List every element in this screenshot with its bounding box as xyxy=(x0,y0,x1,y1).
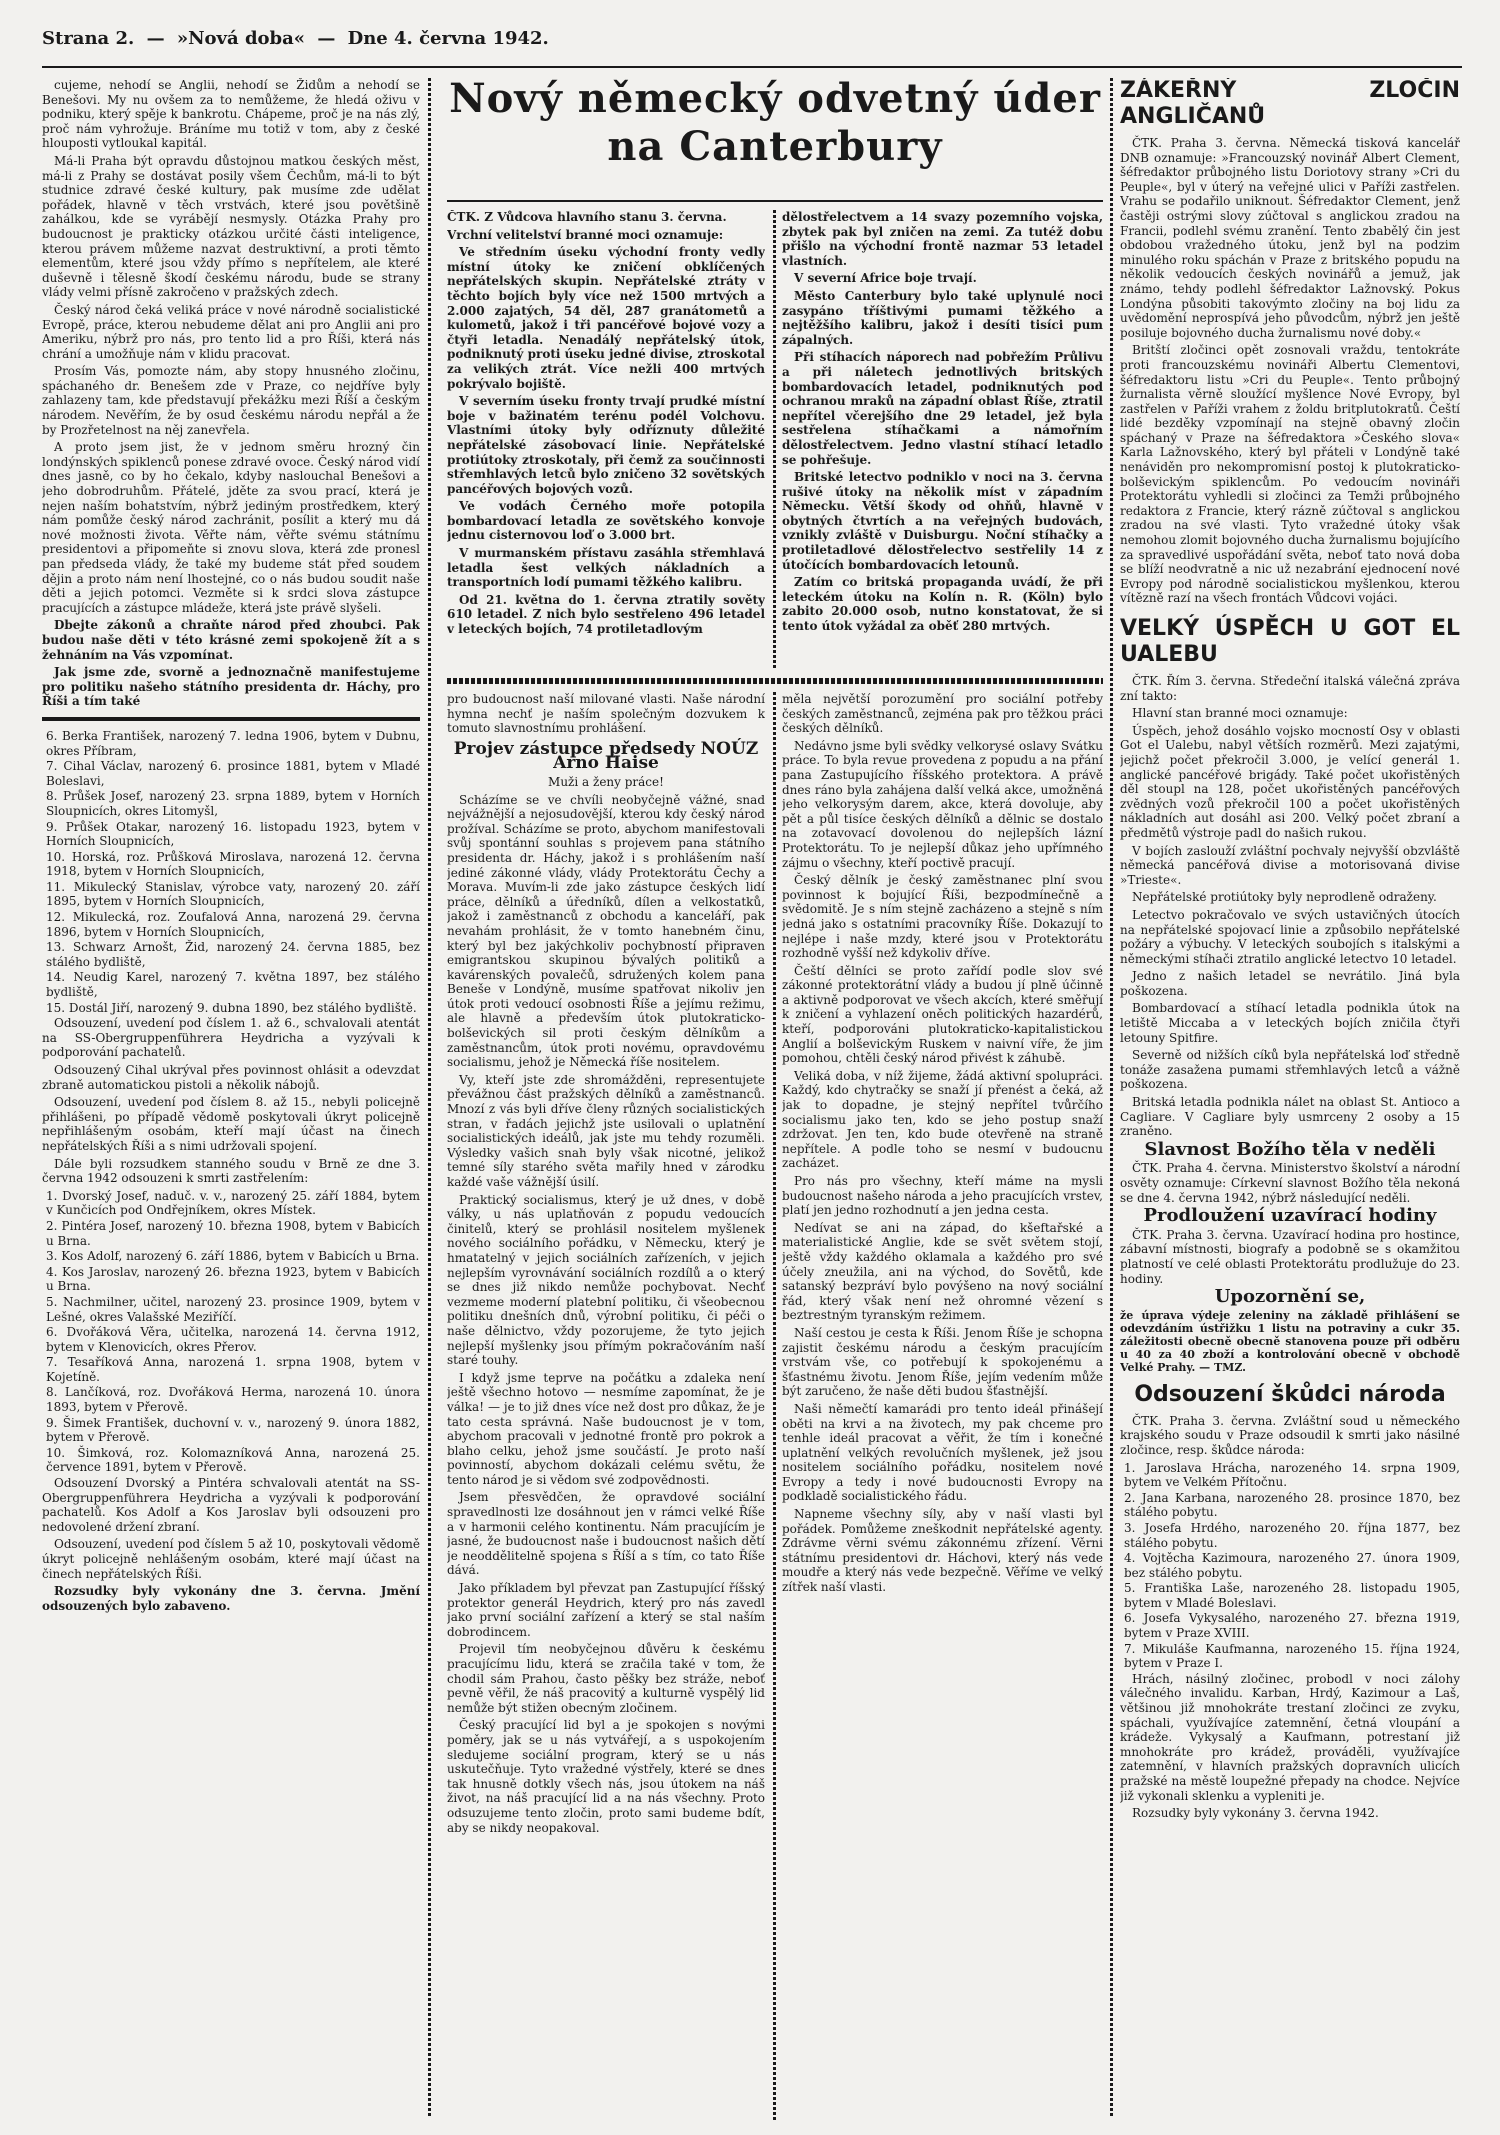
dateline: ČTK. Z Vůdcova hlavního stanu 3. června. xyxy=(447,210,727,224)
paragraph: pro budoucnost naší milované vlasti. Naše národní hymna nechť je naším společným dozvukem k tomuto slavnostnímu prohlášení. xyxy=(447,692,765,736)
paragraph: že úprava výdeje zeleniny na základě přihlášení se odevzdáním ústřižku 1 listu na potraviny a cukr 35. záležitosti obecně obecně stanovena pouze při odběru u 40 za 40 zboží a kontrolování obecně v obchodě Velké Prahy. — TMZ. xyxy=(1120,1308,1460,1374)
headline-rule xyxy=(447,200,1103,202)
column-b xyxy=(782,210,1103,670)
paragraph: A proto jsem jist, že v jednom směru hrozný čin londýnských spiklenců ponese zdravé ovoce. Český národ vidí dnes jasně, co by ho čekalo, kdyby naslouchal Benešovi a jeho dobrodruhům. Přátelé, jděte za svou prací, která je nejen naším bohatstvím, nýbrž jediným prostředkem, který nám pomůže český národ zachránit, posílit a který mu dá nové možnosti života. Věřte nám, věřte svému státnímu presidentovi a připomeňte si znovu slova, která zde pronesl pan předseda vlády, že také my budeme stát před soudem dějin a proto nám není lhostejné, co o nás budou soudit naše děti a jejich potomci. Vezměte si k srdci slova zástupce pracujících a zástupce mládeže, která jste právě slyšeli. xyxy=(42,440,420,615)
paragraph: Britští zločinci opět zosnovali vraždu, tentokráte proti francouzskému novináři Albertu Clementovi, šéfredaktoru listu »Cri du Peuple«. Tento průbojný žurnalista věrně sloužící myšlence Nové Evropy, byl zastřelen v Paříži vrahem z žoldu britplutokratů. Čeští lidé bezděky vzpomínají na stejně obavný zločin spáchaný v Praze na šéfredaktora »Českého slova« Karla Lažnovského, který byl přáteli v Londýně také nenáviděn pro nekompromisní postoj k plutokraticko-bolševickým spiklencům. Po vedoucím novináři Protektorátu vyhledli si zločinci za Temži průbojného redaktora z Francie, který rázně zúčtoval s anglickou zradou na své vlasti. Tyto vražedné útoky však nemohou zlomit bojovného ducha žurnalismu bojujícího za spravedlivé uspořádání světa, neboť tato nová doba se blíží neodvratně a nic už nezabrání ejednocení nové Evropy pod národně socialistickou myšlenkou, kterou vítězně razí na všech frontách Vůdcovi vojáci. xyxy=(1120,343,1460,606)
column-1 xyxy=(42,78,420,2118)
column-divider xyxy=(428,78,431,2118)
paragraph: Pro nás pro všechny, kteří máme na mysli budoucnost našeho národa a jeho pracujících vrstev, platí jen jedno rozhodnutí a jen jedna cesta. xyxy=(782,1174,1103,1218)
paragraph: Rozsudky byly vykonány dne 3. června. Jmění odsouzených bylo zabaveno. xyxy=(42,1584,420,1613)
paragraph: Má-li Praha být opravdu důstojnou matkou českých měst, má-li z Prahy se dostávat posily všem Čechům, má-li to být studnice zdravé české kultury, pak musíme zde udělat pořádek, hlavně v těch vrstvách, které jsou povětšině zahálkou, kde se vyrábějí nesmysly. Otázka Prahy pro budoucnost je prakticky otázkou určité části inteligence, kterou právem můžeme nazvat destruktivní, a proti těmto elementům, které jsou vždy přímo s nepřítelem, ale které duševně i tělesně škodí českému národu, bude se strany vlády velmi přísně zakročeno v pražských zdech. xyxy=(42,153,420,300)
headline-line-2: na Canterbury xyxy=(607,123,943,170)
list-item: 10. Horská, roz. Průšková Miroslava, narozená 12. června 1918, bytem v Horních Sloupnicích, xyxy=(46,849,420,879)
paragraph: V severní Africe boje trvají. xyxy=(794,271,977,286)
paragraph: Jsem přesvědčen, že opravdové sociální spravedlnosti lze dosáhnout jen v rámci velké Říše a v harmonii celého kontinentu. Nám pracujícím je jasné, že budoucnost naše i budoucnost našich dětí je neoddělitelně spojena s Říší a s tím, co tato Říše dává. xyxy=(447,1490,765,1578)
header-separator: — xyxy=(317,28,336,49)
paragraph: Čeští dělníci se proto zařídí podle slov své zákonné protektorátní vlády a budou jí plně účinně a aktivně podporovat ve všech akcích, které směřují k zničení a vyhlazení oněch politických hazardérů, kteří, podporováni plutokraticko-kapitalistickou Anglií a bolševickým Ruskem v naivní víře, že jim pomohou, chtěli český národ přivést k záhubě. xyxy=(782,963,1103,1066)
article-title: Prodloužení uzavírací hodiny xyxy=(1143,1205,1437,1227)
convicted-list xyxy=(42,729,420,1015)
paragraph: Odsouzení Dvorský a Pintéra schvalovali atentát na SS-Obergruppenführera Heydricha a vyzývali k podporování pachatelů. Kos Adolf a Kos Jaroslav byli odsouzeni pro nedovolené držení zbraní. xyxy=(42,1476,420,1534)
paragraph: Odsouzení, uvedení pod číslem 1. až 6., schvalovali atentát na SS-Obergruppenführera Heydricha a vyzývali k podporování pachatelů. xyxy=(42,1016,420,1060)
paragraph: Jedno z našich letadel se nevrátilo. Jiná byla poškozena. xyxy=(1120,969,1460,998)
list-item: 11. Mikulecký Stanislav, výrobce vaty, narozený 20. září 1895, bytem v Horních Sloupnicích, xyxy=(46,879,420,909)
paragraph: V severním úseku fronty trvají prudké místní boje v bažinatém terénu podél Volchovu. Vlastními útoky byly odříznuty důležité nepřátelské zásobovací linie. Nepřátelské protiútoky ztroskotaly, při čemž za součinnosti střemhlavých letců bylo zničeno 32 sovětských pancéřových bojových vozů. xyxy=(447,394,765,496)
paragraph: ČTK. Praha 3. června. Zvláštní soud u německého krajského soudu v Praze odsoudil k smrti jako násilné zločince, resp. škůdce národa: xyxy=(1120,1413,1460,1457)
newspaper-name: »Nová doba« xyxy=(176,28,306,49)
main-headline xyxy=(447,75,1103,195)
list-item: 1. Jaroslava Hrácha, narozeného 14. srpna 1909, bytem ve Velkém Přítočnu. xyxy=(1124,1460,1460,1490)
paragraph: ČTK. Praha 4. června. Ministerstvo školství a národní osvěty oznamuje: Církevní slavnost Božího těla nekoná se dne 4. června 1942, nýbrž následující neděli. xyxy=(1120,1161,1460,1205)
paragraph: cujeme, nehodí se Anglii, nehodí se Židům a nehodí se Benešovi. My nu ovšem za to nemůžeme, že hledá oživu v podniku, který spěje k bankrotu. Chápeme, proč je na nás zlý, proč nám vyhrožuje. Bráníme mu totiž v tom, aby z české hlouposti vytloukal kapitál. xyxy=(42,78,420,151)
paragraph: dělostřelectvem a 14 svazy pozemního vojska, zbytek pak byl zničen na zemi. Za tutéž dobu přišlo na východní frontě nazmar 53 letadel vlastních. xyxy=(782,210,1103,268)
list-item: 9. Šimek František, duchovní v. v., narozený 9. února 1882, bytem v Přerově. xyxy=(46,1415,420,1445)
list-item: 4. Kos Jaroslav, narozený 26. března 1923, bytem v Babicích u Brna. xyxy=(46,1264,420,1294)
paragraph: Město Canterbury bylo také uplynulé noci zasypáno tříštivými pumami těžkého a nejtěžšího kalibru, jakož i desíti tisíci pum zápalných. xyxy=(782,288,1103,347)
paragraph: V bojích zaslouží zvláštní pochvaly nejvyšší obzvláště německá pancéřová divise a motorisovaná divise »Trieste«. xyxy=(1120,843,1460,887)
list-item: 2. Pintéra Josef, narozený 10. března 1908, bytem v Babicích u Brna. xyxy=(46,1218,420,1248)
article-title: ZÁKEŘNÝ ZLOČIN ANGLIČANŮ xyxy=(1120,78,1460,129)
paragraph: Dbejte zákonů a chraňte národ před zhoubci. Pak budou naše děti v této krásné zemi spokojeně žít a s žehnáním na Vás vzpomínat. xyxy=(42,618,420,662)
column-divider xyxy=(1110,78,1113,2118)
column-c xyxy=(447,692,765,2120)
list-item: 9. Průšek Otakar, narozený 16. listopadu 1923, bytem v Horních Sloupnicích, xyxy=(46,819,420,849)
paragraph: Nedívat se ani na západ, do kšeftařské a materialistické Anglie, kde se svět světem stojí, ještě vždy každého oklamala a každého pro své účely zneužila, ani na východ, do Sovětů, kde satanský bezpráví bylo povýšeno na nový sociální řád, který však není než ohromné vězení s beztrestným tyranským režimem. xyxy=(782,1220,1103,1323)
paragraph: Scházíme se ve chvíli neobyčejně vážné, snad nejvážnější a nejosudovější, kterou kdy český národ prožíval. Scházíme se proto, abychom manifestovali svůj spontánní souhlas s projevem pana státního presidenta dr. Háchy, jakož i s prohlášením naší jediné zákonné vlády, vlády Protektorátu Čechy a Morava. Muvím-li zde jako zástupce českých lidí práce, dělníků a úředníků, dílen a velkostatků, jakož i zaměstnanců z obchodu a kanceláří, pak nevahám prohlásit, že v tomto hanebném činu, který byl bez jakýchkoliv pochybností připraven emigrantskou skupinou bývalých politiků a kavárenských povalečů, sdružených kolem pana Beneše v Londýně, musíme spatřovat nikoliv jen útok proti vedoucí osobnosti Říše a jejímu režimu, ale hlavně a především útok plutokraticko-bolševických sil proti českým dělníkům a zaměstnancům, útok proti novému, opravdovému socialismu, jehož je Německá říše nositelem. xyxy=(447,792,765,1070)
column-d xyxy=(782,692,1103,2120)
list-item: 5. Nachmilner, učitel, narozený 23. prosince 1909, bytem v Lešné, okres Valašské Meziříčí. xyxy=(46,1294,420,1324)
column-a xyxy=(447,210,765,670)
page-header xyxy=(42,28,1462,62)
paragraph: Odsouzení, uvedení pod číslem 8. až 15., nebyli policejně přihlášeni, po případě vědomě poskytovali úkryt policejně nepřihlášeným osobám, kteří mají účast na činech nepřátelských Říši a s nimi udržovali spojení. xyxy=(42,1095,420,1153)
header-rule xyxy=(42,66,1462,68)
header-separator: — xyxy=(146,28,165,49)
paragraph: Veliká doba, v níž žijeme, žádá aktivní spolupráci. Každý, kdo chytračky se snaží jí přenést a čeká, až jak to dopadne, je stejný nepřítel tvůrčího socialismu jako ten, kdo se jeho postup snaží zdržovat. Jen ten, kdo bude otevřeně na straně nepřítele. A podle toho se nesmí v budoucnu zacházet. xyxy=(782,1068,1103,1171)
list-item: 8. Průšek Josef, narozený 23. srpna 1889, bytem v Horních Sloupnicích, okres Litomyšl, xyxy=(46,789,420,818)
paragraph: Dále byli rozsudkem stanného soudu v Brně ze dne 3. června 1942 odsouzeni k smrti zastřelením: xyxy=(42,1156,420,1186)
list-item: 3. Kos Adolf, narozený 6. září 1886, bytem v Babicích u Brna. xyxy=(46,1249,420,1264)
paragraph: Úspěch, jehož dosáhlo vojsko mocností Osy v oblasti Got el Ualebu, nabyl větších rozměrů. Mezi zajatými, jejichž počet překročil 3.000, je velící generál 1. anglické pancéřové brigády. Také počet ukořistěných děl stoupl na 128, počet ukořistěných pancéřových zvědných vozů překročil 100 a počet ukořistěných nákladních aut dosáhl asi 200. Velký počet zbraní a předmětů výstroje padl do našich rukou. xyxy=(1120,723,1460,840)
list-item: 3. Josefa Hrdého, narozeného 20. října 1877, bez stálého pobytu. xyxy=(1124,1520,1460,1550)
list-item: 6. Berka František, narozený 7. ledna 1906, bytem v Dubnu, okres Příbram, xyxy=(46,728,420,758)
paragraph: Britská letadla podnikla nálet na oblast St. Antioco a Cagliare. V Cagliare byly usmrceny 2 osoby a 15 zraněno. xyxy=(1120,1095,1460,1139)
paragraph: Projevil tím neobyčejnou důvěru k českému pracujícímu lidu, která se zračila také v tom, že chodil sám Prahou, často pěšky bez stráže, neboť pevně věřil, že náš pracovitý a kulturně vyspělý lid nemůže být stižen obecným zločinem. xyxy=(447,1642,765,1715)
convicted-list-prague xyxy=(1120,1461,1460,1671)
paragraph: Britské letectvo podniklo v noci na 3. června rušivé útoky na několik míst v západním Německu. Větší škody od ohňů, hlavně v obytných čtvrtích a na veřejných budovách, vznikly zvláště v Duisburgu. Noční stíhačky a protiletadlové dělostřelectvo sestřelily 14 z útočících bombardovacích letounů. xyxy=(782,470,1103,572)
paragraph: Zatím co britská propaganda uvádí, že při leteckém útoku na Kolín n. R. (Köln) bylo zabito 20.000 osob, nutno konstatovat, že si tento útok vyžádal za oběť 280 mrtvých. xyxy=(782,575,1103,634)
paragraph: I když jsme teprve na počátku a zdaleka není ještě všechno hotovo — nesmíme zapomínat, že je válka! — je to již dnes více než dost pro důkaz, že je tato cesta správná. Naše budoucnost je v tom, abychom pracovali v jednotné frontě pro pokrok a blaho celku, jehož jsme součástí. Je proto naší povinností, abychom dokázali celému světu, že tento národ je si vědom své zodpovědnosti. xyxy=(447,1370,765,1487)
issue-date: Dne 4. června 1942. xyxy=(347,28,549,49)
paragraph: Nedávno jsme byli svědky velkorysé oslavy Svátku práce. To byla revue provedena z popudu a na přání pana Zastupujícího říšského protektora. A právě dnes ráno byla zahájena další velká akce, umožněná jeho velkorysým darem, akce, která dovoluje, aby pět a půl tisíce českých dělníků a dělnic se dostalo na zotavovací dovolenou do nejlepších lázní Protektorátu. To je nejlepší důkaz jeho upřímného zájmu o všechny, kteří poctivě pracují. xyxy=(782,738,1103,870)
list-item: 13. Schwarz Arnošt, Žid, narozený 24. června 1885, bez stálého bydliště, xyxy=(46,940,420,969)
paragraph: Letectvo pokračovalo ve svých ustavičných útocích na nepřátelské spojovací linie a způsobilo nepřátelské požáry a výbuchy. V leteckých soubojích s italskými a německými stíhači ztratilo anglické letectvo 10 letadel. xyxy=(1120,907,1460,966)
article-title: Upozornění se, xyxy=(1214,1286,1366,1308)
paragraph: Při stíhacích náporech nad pobřežím Průlivu a při náletech jednotlivých britských bombardovacích letadel, podniknutých pod ochranou mraků na západní oblast Říše, ztratil nepřítel včerejšího dne 29 letadel, jež byla sestřelena stíhačkami a námořním dělostřelectvem. Jedno vlastní stíhací letadlo se pohřešuje. xyxy=(782,350,1103,467)
list-item: 7. Tesaříková Anna, narozená 1. srpna 1908, bytem v Kojetíně. xyxy=(46,1355,420,1384)
paragraph: ČTK. Praha 3. června. Uzavírací hodina pro hostince, zábavní místnosti, biografy a podobně se s okamžitou platností ve celé oblasti Protektorátu prodlužuje do 23. hodiny. xyxy=(1120,1227,1460,1286)
article-title: Slavnost Božího těla v neděli xyxy=(1144,1138,1436,1160)
paragraph: Severně od nižších cíků byla nepřátelská loď středně tonáže zasažena pumami střemhlavých letců a vážně poškozena. xyxy=(1120,1048,1460,1092)
paragraph: Hrách, násilný zločinec, probodl v noci zálohy válečného invalidu. Karban, Hrdý, Kazimour a Laš, většinou již mnohokráte trestaní zločinci ze zvyku, spáchali, využívajíce zatemnění, četná vloupání a krádeže. Vykysalý a Kaufmann, potrestaní již mnohokráte pro krádež, prováděli, využívajíce zatemnění, v hlavních pražských dopravních ulicích pražské na městě loupežné přepady na chodce. Nejvíce již vykonali sklenku a vypleniti je. xyxy=(1120,1671,1460,1803)
article-title: Odsouzení škůdci národa xyxy=(1134,1381,1446,1407)
page-number: Strana 2. xyxy=(42,28,135,49)
list-item: 7. Mikuláše Kaufmanna, narozeného 15. října 1924, bytem v Praze I. xyxy=(1124,1641,1460,1671)
list-item: 5. Františka Laše, narozeného 28. listopadu 1905, bytem v Mladé Boleslavi. xyxy=(1124,1581,1460,1610)
column-divider xyxy=(773,692,776,2120)
section-rule xyxy=(447,678,1103,684)
paragraph: Hlavní stan branné moci oznamuje: xyxy=(1132,706,1348,721)
article-subtitle: Muži a ženy práce! xyxy=(548,774,664,789)
section-rule xyxy=(42,717,420,721)
paragraph: Vy, kteří jste zde shromážděni, representujete převážnou část pražských dělníků a zaměstnanců. Mnozí z vás byli dříve členy různých socialistických stran, v řadách jejichž jste usilovali o uplatnění socialistických ideálů, jak jste mu tehdy rozuměli. Výsledky vašich snah byly však nicotné, jelikož temné síly starého světa mařily hned v zárodku každé vaše vážnější úsilí. xyxy=(447,1072,765,1189)
paragraph: Bombardovací a stíhací letadla podnikla útok na letiště Miccaba a v leteckých bojích zničila čtyři letouny Spitfire. xyxy=(1120,1001,1460,1045)
list-item: 1. Dvorský Josef, naduč. v. v., narozený 25. září 1884, bytem v Kunčicích pod Ondřejníkem, okres Místek. xyxy=(46,1188,420,1218)
paragraph: Naši němečtí kamarádi pro tento ideál přinášejí oběti na krvi a na životech, my pak chceme pro tenhle ideál pracovat a věřit, že tím i konečné uplatnění velkých revolučních myšlenek, jež jsou nositelem sociálního pořádku, nositelem nové Evropy a tedy i nové budoucnosti Evropy na podkladě socialistického řádu. xyxy=(782,1401,1103,1504)
paragraph: ČTK. Praha 3. června. Německá tisková kancelář DNB oznamuje: »Francouzský novinář Albert Clement, šéfredaktor průbojného listu Doriotovy strany »Cri du Peuple«, byl v úterý na veřejné ulici v Paříži zastřelen. Vrahu se podařilo uniknout. Šéfredaktor Clement, jenž častěji ostrými slovy zúčtoval s anglickou zradou na Francii, podlehl svému zranění. Tento zbabělý čin jest obdobou vražedného útoku, jenž byl na podzim minulého roku spáchán v Praze z britského popudu na několik vedoucích českých novinářů a jemuž, jak známo, tehdy podlehl šéfredaktor Lažnovský. Pokus Londýna působiti takovýmto zločiny na boj lidu za uvědomění neprospívá jeho původcům, nýbrž jen ještě posiluje bojovného ducha žurnalismu nové doby.« xyxy=(1120,136,1460,340)
article-title: Projev zástupce předsedy NOÚZ Arno Haise xyxy=(453,738,759,774)
paragraph: Prosím Vás, pomozte nám, aby stopy hnusného zločinu, spáchaného dr. Benešem zde v Praze, co nejdříve byly zahlazeny tam, kde představují překážku mezi Říší a českým národem. Nevěřím, že by osud českému národu nepřál a že by Prozřetelnost na něj zanevřela. xyxy=(42,364,420,437)
list-item: 10. Šimková, roz. Kolomazníková Anna, narozená 25. července 1891, bytem v Přerově. xyxy=(46,1445,420,1475)
paragraph: měla největší porozumění pro sociální potřeby českých zaměstnanců, zejména pak pro těžkou práci českých dělníků. xyxy=(782,692,1103,736)
list-item: 6. Josefa Vykysalého, narozeného 27. března 1919, bytem v Praze XVIII. xyxy=(1124,1611,1460,1641)
paragraph: Praktický socialismus, který je už dnes, v době války, u nás uplatňován z popudu vedoucích činitelů, který se prohlásil nositelem myšlenek nového sociálního pořádku, v Německu, který je hmatatelný v jejich sociálních zařízeních, v jejich nejlepším vyrovnávání sociálních rozdílů a o který se dnes již nikdo nemůže pochybovat. Nechť vezmeme moderní platební politiku, či všeobecnou politiku dnešních dnů, výrobní politiku, či péči o naše dělnictvo, vždy pozorujeme, že tyto jejich nejlepší myšlenky jsou přímým pokračováním naší staré touhy. xyxy=(447,1192,765,1368)
paragraph: Nepřátelské protiútoky byly neprodleně odraženy. xyxy=(1132,890,1437,905)
paragraph: Od 21. května do 1. června ztratily sověty 610 letadel. Z nich bylo sestřeleno 496 letadel v leteckých bojích, 74 protiletadlovým xyxy=(447,592,765,637)
convicted-list-brno xyxy=(42,1189,420,1475)
paragraph: Jak jsme zde, svorně a jednoznačně manifestujeme pro politiku našeho státního presidenta dr. Háchy, pro Říši a tím také xyxy=(42,665,420,709)
paragraph: Český národ čeká veliká práce v nové národně socialistické Evropě, práce, kterou nebudeme dělat ani pro Anglii ani pro Ameriku, nýbrž pro nás, pro tento lid a pro Říši, která nás chrání a umožňuje nám v klidu pracovat. xyxy=(42,302,420,361)
paragraph: Rozsudky byly vykonány 3. června 1942. xyxy=(1132,1806,1379,1821)
list-item: 4. Vojtěcha Kazimoura, narozeného 27. února 1909, bez stálého pobytu. xyxy=(1124,1551,1460,1580)
paragraph: Ve vodách Černého moře potopila bombardovací letadla ze sovětského konvoje jednu cisternovou loď o 3.000 brt. xyxy=(447,499,765,543)
paragraph: Odsouzení, uvedení pod číslem 5 až 10, poskytovali vědomě úkryt policejně nehlášeným osobám, které mají účast na činech nepřátelských Říši. xyxy=(42,1537,420,1581)
paragraph: Jako příkladem byl převzat pan Zastupující říšský protektor generál Heydrich, který pro nás zavedl jako první sociální zařízení a který se stal naším dobrodincem. xyxy=(447,1581,765,1639)
paragraph: Ve středním úseku východní fronty vedly místní útoky ke zničení obklíčených nepřátelských skupin. Nepřátelské ztráty v těchto bojích byly více než 1500 mrtvých a 2.000 zajatých, 54 děl, 287 granátometů a kulometů, jakož i tři pancéřové bojové vozy a čtyři letadla. Nenadálý nepřátelský útok, podniknutý proti úseku jedné divise, ztroskotal za velikých ztrát. Více nežli 400 mrtvých pokrývalo bojiště. xyxy=(447,245,765,391)
list-item: 14. Neudig Karel, narozený 7. května 1897, bez stálého bydliště, xyxy=(46,970,420,1000)
paragraph: V murmanském přístavu zasáhla střemhlavá letadla šest velkých nákladních a transportních lodí pumami těžkého kalibru. xyxy=(447,546,765,590)
paragraph: Vrchní velitelství branné moci oznamuje: xyxy=(447,227,724,242)
list-item: 7. Cihal Václav, narozený 6. prosince 1881, bytem v Mladé Boleslavi, xyxy=(46,759,420,788)
list-item: 2. Jana Karbana, narozeného 28. prosince 1870, bez stálého pobytu. xyxy=(1124,1490,1460,1520)
list-item: 8. Lančíková, roz. Dvořáková Herma, narozená 10. února 1893, bytem v Přerově. xyxy=(46,1385,420,1415)
list-item: 6. Dvořáková Věra, učitelka, narozená 14. června 1912, bytem v Klenovicích, okres Přerov. xyxy=(46,1325,420,1354)
article-title: VELKÝ ÚSPĚCH U GOT EL UALEBU xyxy=(1120,616,1460,667)
column-divider xyxy=(773,210,776,670)
headline-line-1: Nový německý odvetný úder xyxy=(449,75,1101,122)
paragraph: Naší cestou je cesta k Říši. Jenom Říše je schopna zajistit českému národu a českým pracujícím vrstvám vše, co potřebují k spokojenému a šťastnému životu. Jenom Říše, jejím vedením může být zaručeno, že naše děti budou šťastnější. xyxy=(782,1325,1103,1399)
paragraph: Odsouzený Cihal ukrýval přes povinnost ohlásit a odevzdat zbraně automatickou pistoli a několik nábojů. xyxy=(42,1063,420,1092)
paragraph: Napneme všechny síly, aby v naší vlasti byl pořádek. Pomůžeme zneškodnit nepřátelské agenty. Zdrávme věrni svému zákonnému zřízení. Věrni státnímu presidentovi dr. Háchovi, který nás vede moudře a který nás vede bezpečně. Věříme ve velký zítřek naší vlasti. xyxy=(782,1507,1103,1595)
paragraph: Český dělník je český zaměstnanec plní svou povinnost k bojující Říši, bezpodmínečně a svědomitě. Je s ním stejně zacházeno a stejně s ním jedná jako s ostatními pracovníky Říše. Dokazují to nejlépe i naše mzdy, které jsou v Protektorátu rozhodně vyšší než kdykoliv dříve. xyxy=(782,873,1103,961)
paragraph: Český pracující lid byl a je spokojen s novými poměry, jak se u nás vytvářejí, a s uspokojením sledujeme sociální program, který se u nás uskutečňuje. Tyto vražedné výstřely, které se dnes tak hnusně dotkly všech nás, jsou útokem na náš život, na náš pracující lid a na nás všechny. Proto odsuzujeme tento zločin, proto sami budeme bdít, aby se nikdy neopakoval. xyxy=(447,1718,765,1835)
column-e xyxy=(1120,78,1460,2118)
paragraph: ČTK. Řím 3. června. Středeční italská válečná zpráva zní takto: xyxy=(1120,674,1460,703)
list-item: 15. Dostál Jiří, narozený 9. dubna 1890, bez stálého bydliště. xyxy=(46,1000,417,1015)
list-item: 12. Mikulecká, roz. Zoufalová Anna, narozená 29. června 1896, bytem v Horních Sloupnicích, xyxy=(46,910,420,939)
